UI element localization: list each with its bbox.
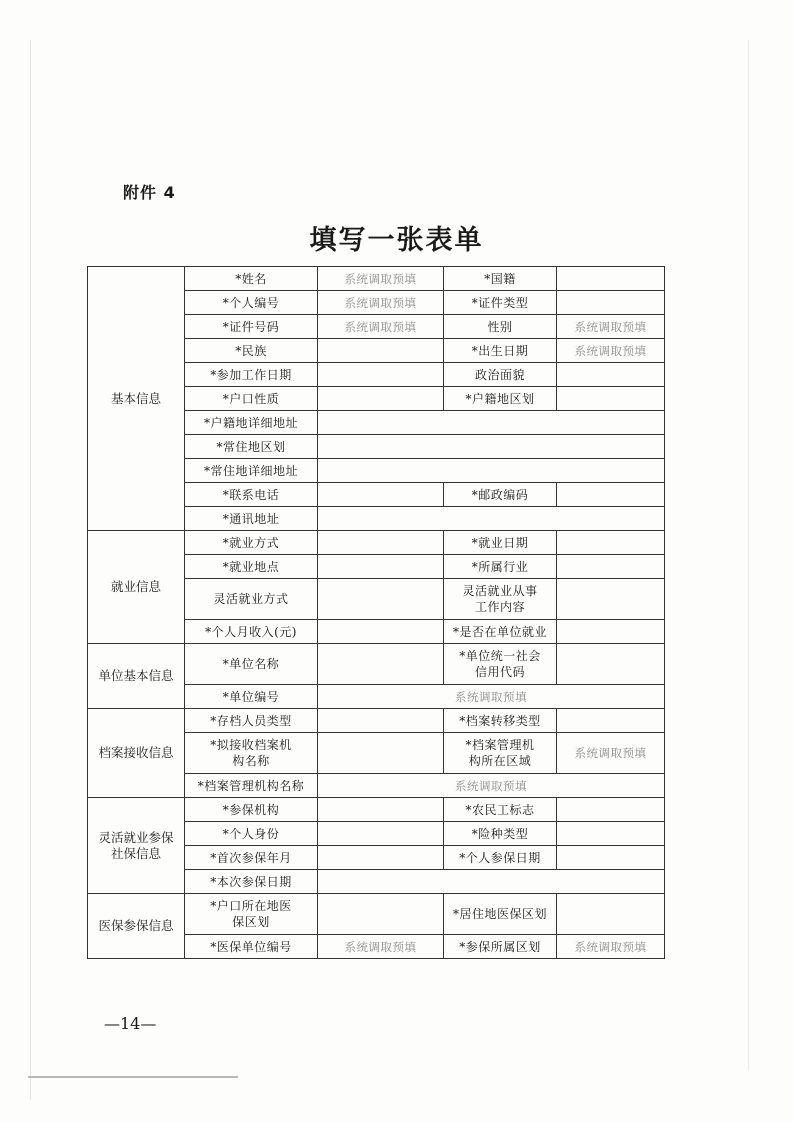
label-unit-name: *单位名称 bbox=[185, 644, 318, 685]
label-monthly-income: *个人月收入(元) bbox=[185, 620, 318, 644]
table-row bbox=[88, 531, 665, 555]
field-archive-person-type[interactable] bbox=[318, 709, 444, 733]
field-monthly-income[interactable] bbox=[318, 620, 444, 644]
field-hukou-address[interactable] bbox=[318, 411, 665, 435]
field-work-start-date[interactable] bbox=[318, 363, 444, 387]
label-employment-mode: *就业方式 bbox=[185, 531, 318, 555]
label-work-start-date: *参加工作日期 bbox=[185, 363, 318, 387]
label-insured-region: *参保所属区划 bbox=[444, 935, 557, 959]
field-unit-credit-code[interactable] bbox=[557, 644, 665, 685]
field-current-insured-date[interactable] bbox=[318, 870, 665, 894]
field-insurance-agency[interactable] bbox=[318, 798, 444, 822]
label-archive-transfer-type: *档案转移类型 bbox=[444, 709, 557, 733]
field-insurance-type[interactable] bbox=[557, 822, 665, 846]
label-employment-date: *就业日期 bbox=[444, 531, 557, 555]
label-birth-date: *出生日期 bbox=[444, 339, 557, 363]
page-number: —14— bbox=[104, 1014, 157, 1033]
section-medical-info: 医保参保信息 bbox=[88, 894, 185, 959]
field-archive-org-region[interactable]: 系统调取预填 bbox=[557, 733, 665, 774]
label-personal-identity: *个人身份 bbox=[185, 822, 318, 846]
label-postal-code: *邮政编码 bbox=[444, 483, 557, 507]
label-archive-org-name: *档案管理机构名称 bbox=[185, 774, 318, 798]
field-employment-location[interactable] bbox=[318, 555, 444, 579]
section-employment-info: 就业信息 bbox=[88, 531, 185, 644]
document-title: 填写一张表单 bbox=[309, 225, 484, 256]
label-unit-number: *单位编号 bbox=[185, 685, 318, 709]
field-ethnicity[interactable] bbox=[318, 339, 444, 363]
label-migrant-worker-flag: *农民工标志 bbox=[444, 798, 557, 822]
field-archive-org-name[interactable]: 系统调取预填 bbox=[318, 774, 665, 798]
application-form-table bbox=[87, 266, 665, 959]
field-residence-address[interactable] bbox=[318, 459, 665, 483]
field-personal-identity[interactable] bbox=[318, 822, 444, 846]
label-archive-receiving-org: *拟接收档案机构名称 bbox=[185, 733, 318, 774]
label-unit-credit-code: *单位统一社会信用代码 bbox=[444, 644, 557, 685]
label-industry: *所属行业 bbox=[444, 555, 557, 579]
field-archive-receiving-org[interactable] bbox=[318, 733, 444, 774]
page-bottom-rule bbox=[28, 1076, 238, 1078]
field-flexible-content[interactable] bbox=[557, 579, 665, 620]
label-ethnicity: *民族 bbox=[185, 339, 318, 363]
field-employed-at-unit[interactable] bbox=[557, 620, 665, 644]
section-employer-info: 单位基本信息 bbox=[88, 644, 185, 709]
field-postal-code[interactable] bbox=[557, 483, 665, 507]
table-row bbox=[88, 894, 665, 935]
field-personal-insured-date[interactable] bbox=[557, 846, 665, 870]
label-insurance-type: *险种类型 bbox=[444, 822, 557, 846]
label-political-status: 政治面貌 bbox=[444, 363, 557, 387]
label-mail-address: *通讯地址 bbox=[185, 507, 318, 531]
field-residence-medical-region[interactable] bbox=[557, 894, 665, 935]
field-archive-transfer-type[interactable] bbox=[557, 709, 665, 733]
section-social-insurance-info: 灵活就业参保社保信息 bbox=[88, 798, 185, 894]
label-hukou-type: *户口性质 bbox=[185, 387, 318, 411]
label-flexible-mode: 灵活就业方式 bbox=[185, 579, 318, 620]
label-nationality: *国籍 bbox=[444, 267, 557, 291]
field-migrant-worker-flag[interactable] bbox=[557, 798, 665, 822]
field-flexible-mode[interactable] bbox=[318, 579, 444, 620]
label-medical-unit-number: *医保单位编号 bbox=[185, 935, 318, 959]
label-employment-location: *就业地点 bbox=[185, 555, 318, 579]
label-first-insured-month: *首次参保年月 bbox=[185, 846, 318, 870]
label-personal-id: *个人编号 bbox=[185, 291, 318, 315]
label-archive-person-type: *存档人员类型 bbox=[185, 709, 318, 733]
label-gender: 性别 bbox=[444, 315, 557, 339]
label-personal-insured-date: *个人参保日期 bbox=[444, 846, 557, 870]
field-id-type[interactable] bbox=[557, 291, 665, 315]
label-hukou-medical-region: *户口所在地医保区划 bbox=[185, 894, 318, 935]
field-medical-unit-number[interactable]: 系统调取预填 bbox=[318, 935, 444, 959]
field-employment-date[interactable] bbox=[557, 531, 665, 555]
attachment-label: 附件 4 bbox=[123, 183, 176, 202]
field-birth-date[interactable]: 系统调取预填 bbox=[557, 339, 665, 363]
field-unit-number[interactable]: 系统调取预填 bbox=[318, 685, 665, 709]
field-name[interactable]: 系统调取预填 bbox=[318, 267, 444, 291]
section-archive-info: 档案接收信息 bbox=[88, 709, 185, 798]
field-first-insured-month[interactable] bbox=[318, 846, 444, 870]
label-residence-region: *常住地区划 bbox=[185, 435, 318, 459]
section-basic-info: 基本信息 bbox=[88, 267, 185, 531]
table-row bbox=[88, 267, 665, 291]
field-political-status[interactable] bbox=[557, 363, 665, 387]
field-personal-id[interactable]: 系统调取预填 bbox=[318, 291, 444, 315]
field-gender[interactable]: 系统调取预填 bbox=[557, 315, 665, 339]
label-flexible-content: 灵活就业从事工作内容 bbox=[444, 579, 557, 620]
label-id-type: *证件类型 bbox=[444, 291, 557, 315]
table-row bbox=[88, 644, 665, 685]
label-residence-medical-region: *居住地医保区划 bbox=[444, 894, 557, 935]
field-hukou-medical-region[interactable] bbox=[318, 894, 444, 935]
field-insured-region[interactable]: 系统调取预填 bbox=[557, 935, 665, 959]
page-edge bbox=[748, 40, 749, 1070]
label-residence-address: *常住地详细地址 bbox=[185, 459, 318, 483]
label-hukou-address: *户籍地详细地址 bbox=[185, 411, 318, 435]
field-unit-name[interactable] bbox=[318, 644, 444, 685]
field-id-number[interactable]: 系统调取预填 bbox=[318, 315, 444, 339]
page-edge bbox=[30, 40, 31, 1100]
field-hukou-region[interactable] bbox=[557, 387, 665, 411]
label-hukou-region: *户籍地区划 bbox=[444, 387, 557, 411]
field-nationality[interactable] bbox=[557, 267, 665, 291]
field-phone[interactable] bbox=[318, 483, 444, 507]
field-mail-address[interactable] bbox=[318, 507, 665, 531]
field-employment-mode[interactable] bbox=[318, 531, 444, 555]
label-id-number: *证件号码 bbox=[185, 315, 318, 339]
label-employed-at-unit: *是否在单位就业 bbox=[444, 620, 557, 644]
label-archive-org-region: *档案管理机构所在区域 bbox=[444, 733, 557, 774]
field-industry[interactable] bbox=[557, 555, 665, 579]
label-insurance-agency: *参保机构 bbox=[185, 798, 318, 822]
label-current-insured-date: *本次参保日期 bbox=[185, 870, 318, 894]
label-name: *姓名 bbox=[185, 267, 318, 291]
table-row bbox=[88, 709, 665, 733]
field-residence-region[interactable] bbox=[318, 435, 665, 459]
label-phone: *联系电话 bbox=[185, 483, 318, 507]
field-hukou-type[interactable] bbox=[318, 387, 444, 411]
table-row bbox=[88, 798, 665, 822]
